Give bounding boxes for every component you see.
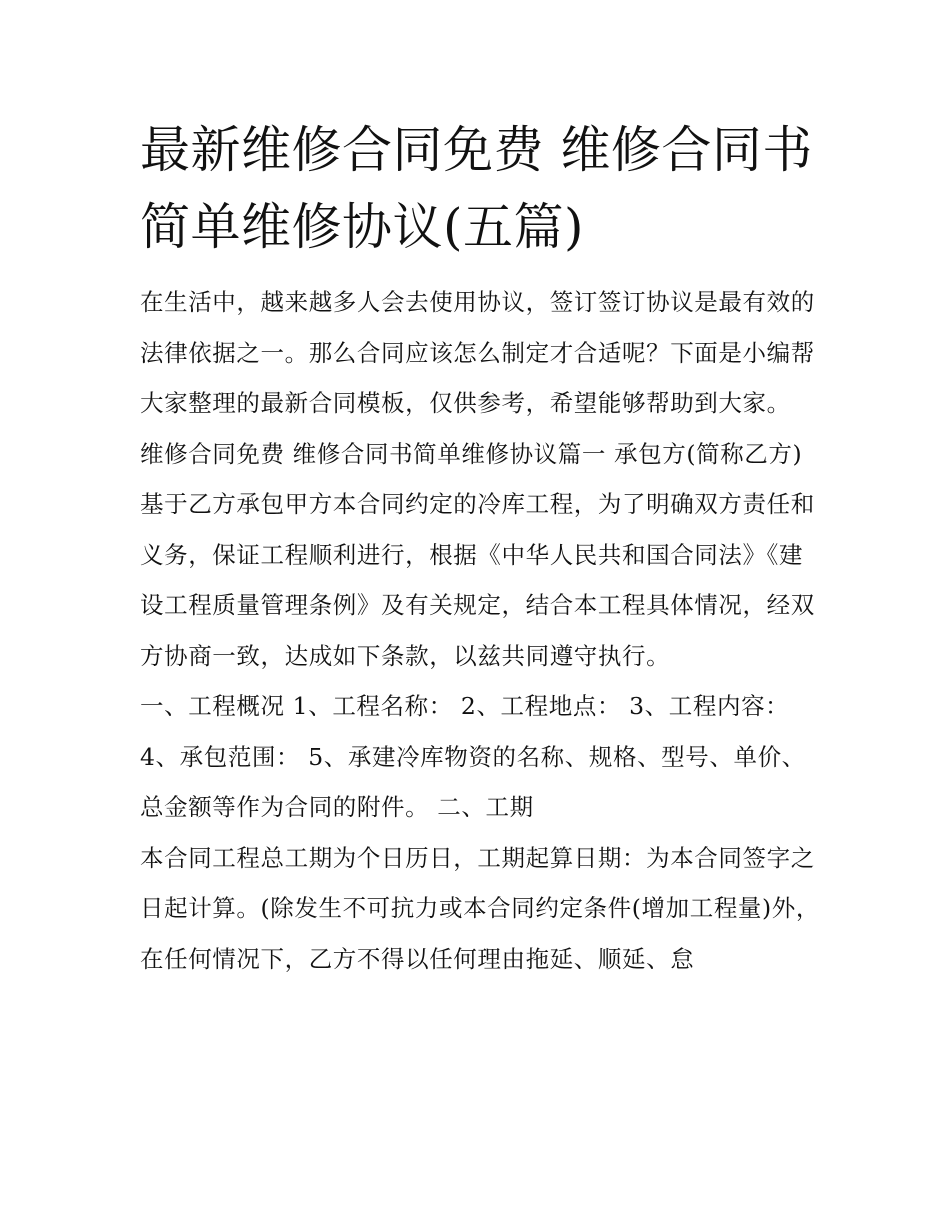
paragraph-project-overview: 一、工程概况 1、工程名称： 2、工程地点： 3、工程内容： 4、承包范围： 5、承建冷库物资的名称、规格、型号、单价、总金额等作为合同的附件。 二、工期: [140, 692, 806, 821]
paragraph-section-heading: 维修合同免费 维修合同书简单维修协议篇一 承包方(简称乙方): [140, 439, 803, 468]
document-body: [140, 277, 820, 984]
paragraph-preamble: 基于乙方承包甲方本合同约定的冷库工程，为了明确双方责任和义务，保证工程顺利进行，根据《中华人民共和国合同法》《建设工程质量管理条例》及有关规定，结合本工程具体情况，经双方协商一致，达成如下条款，以兹共同遵守执行。: [140, 490, 815, 670]
paragraph-schedule: 本合同工程总工期为个日历日，工期起算日期：为本合同签字之日起计算。(除发生不可抗力或本合同约定条件(增加工程量)外，在任何情况下，乙方不得以任何理由拖延、顺延、怠: [140, 843, 821, 973]
paragraph-intro: 在生活中，越来越多人会去使用协议，签订签订协议是最有效的法律依据之一。那么合同应该怎么制定才合适呢？下面是小编帮大家整理的最新合同模板，仅供参考，希望能够帮助到大家。: [140, 288, 815, 417]
document-title: 最新维修合同免费 维修合同书简单维修协议(五篇): [140, 121, 813, 256]
